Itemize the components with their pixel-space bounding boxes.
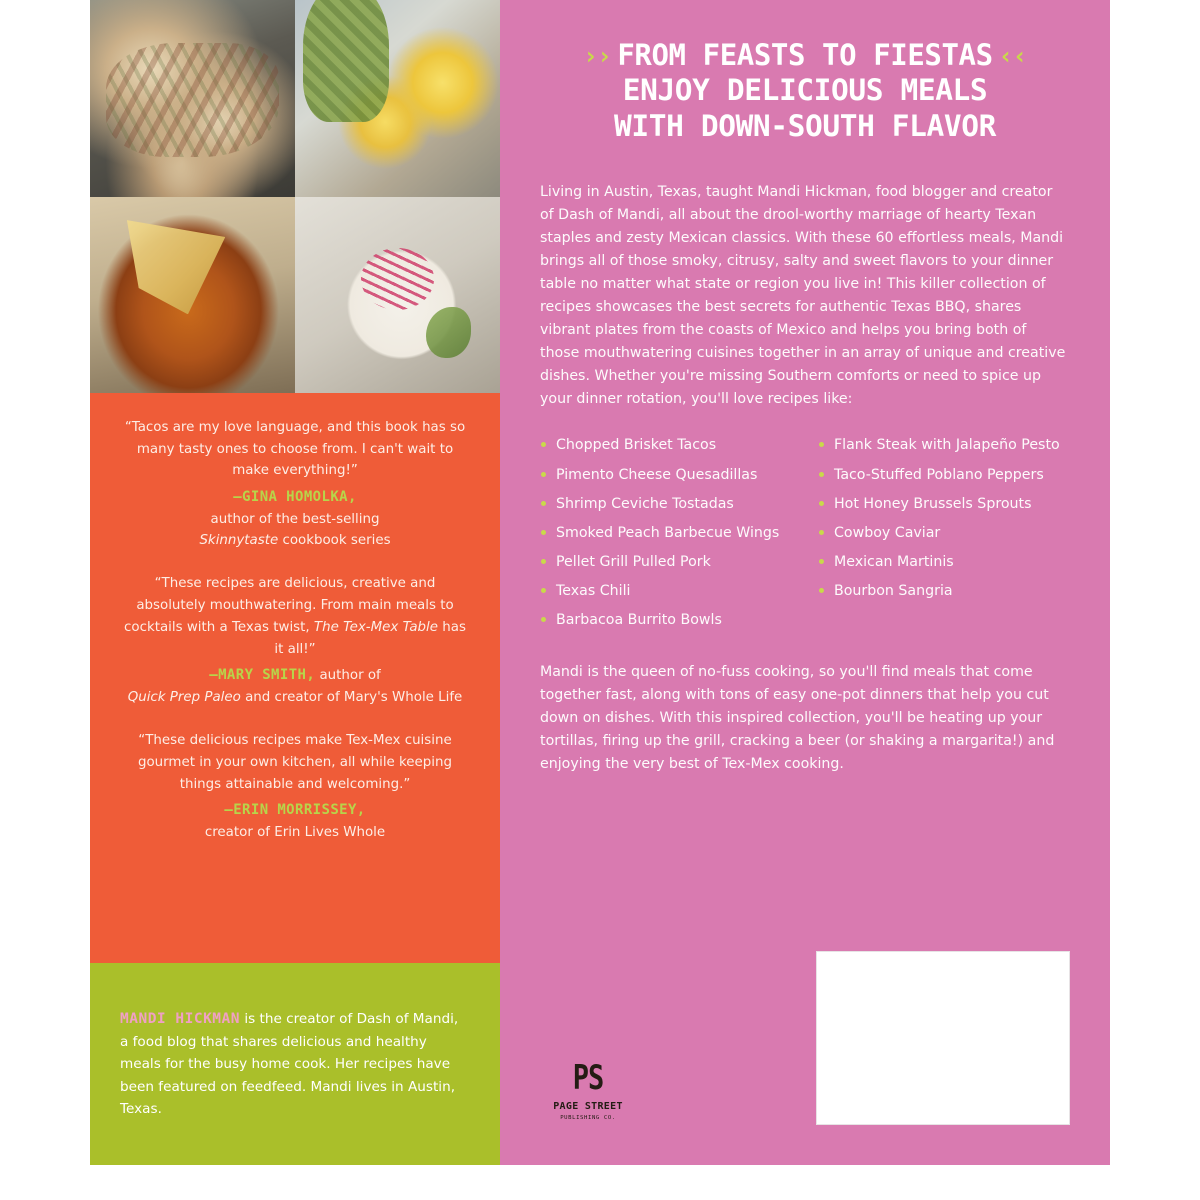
headline-line-1: ›› FROM FEASTS TO FIESTAS ‹‹ <box>540 38 1070 73</box>
right-column <box>500 0 1110 1165</box>
sparkle-left-icon: ›› <box>583 42 612 71</box>
quote-text: “These recipes are delicious, creative and absolutely mouthwatering. From main meals to cocktails with a Texas twist, The Tex-Mex Table has it all!” <box>124 576 466 657</box>
queso-dip-with-chips-photo <box>90 197 295 394</box>
quote-credit-line2: cookbook series <box>278 532 391 548</box>
food-photo-grid <box>90 0 500 393</box>
book-cover <box>90 0 1110 1165</box>
list-item: Bourbon Sangria <box>818 581 1070 601</box>
quote-credit-line: author of <box>315 668 381 684</box>
quote-credit-line: creator of Erin Lives Whole <box>204 824 386 840</box>
list-item: Barbacoa Burrito Bowls <box>540 610 792 630</box>
margaritas-pineapple-photo <box>295 0 500 197</box>
list-item: Smoked Peach Barbecue Wings <box>540 523 792 543</box>
quote-author-name: —ERIN MORRISSEY, <box>224 802 366 819</box>
sparkle-right-icon: ‹‹ <box>998 42 1027 71</box>
quote-author-name: —GINA HOMOLKA, <box>233 489 357 506</box>
quote-credit-line2: and creator of Mary's Whole Life <box>240 689 463 705</box>
quote-credit-line: author of the best-selling <box>210 511 380 527</box>
list-item: Texas Chili <box>540 581 792 601</box>
author-bio-panel <box>90 963 500 1165</box>
headline-line-2: ENJOY DELICIOUS MEALS <box>622 73 988 108</box>
quote-text: “Tacos are my love language, and this book has so many tasty ones to choose from. I can't wait to make everything!” <box>124 420 466 479</box>
footer-row <box>540 951 1070 1131</box>
quote-attribution <box>118 799 472 843</box>
list-item: Chopped Brisket Tacos <box>540 435 792 455</box>
praise-quote-2 <box>118 573 472 708</box>
cover-headline <box>540 38 1070 145</box>
list-item: Flank Steak with Jalapeño Pesto <box>818 435 1070 455</box>
quote-credit-italic: Quick Prep Paleo <box>127 689 241 705</box>
publisher-monogram-icon: PS <box>572 1059 604 1098</box>
list-item: Mexican Martinis <box>818 552 1070 572</box>
cover-description: Living in Austin, Texas, taught Mandi Hickman, food blogger and creator of Dash of Mandi, all about the drool-worthy marriage of hearty Texan staples and zesty Mexican classics. With these 60 effortless meals, Mandi brings all of those smoky, citrusy, salty and sweet flavors to your dinner table no matter what state or region you live in! This killer collection of recipes showcases the best secrets for authentic Texas BBQ, shares vibrant plates from the coasts of Mexico and helps you bring both of those mouthwatering cuisines together in an array of unique and creative dishes. Whether you're missing Southern comforts or need to spice up your dinner rotation, you'll love recipes like: <box>540 184 1066 408</box>
author-bio-text <box>120 1007 470 1121</box>
headline-line-3: WITH DOWN-SOUTH FLAVOR <box>614 109 996 144</box>
quote-author-name: —MARY SMITH, <box>209 667 316 684</box>
left-column <box>90 0 500 1165</box>
praise-quote-1 <box>118 417 472 551</box>
quote-title-italic: The Tex-Mex Table <box>313 619 439 635</box>
cover-closing-paragraph: Mandi is the queen of no-fuss cooking, so you'll find meals that come together fast, along with tons of easy one-pot dinners that help you cut down on dishes. With this inspired collection, you'll be heating up your tortillas, firing up the grill, cracking a beer (or shaking a margarita!) and enjoying the very best of Tex-Mex cooking. <box>540 664 1055 773</box>
list-item: Hot Honey Brussels Sprouts <box>818 494 1070 514</box>
recipe-column-right <box>818 435 1070 639</box>
list-item: Pimento Cheese Quesadillas <box>540 465 792 485</box>
recipe-list <box>540 435 1070 639</box>
recipe-column-left <box>540 435 792 639</box>
barcode-placeholder <box>816 951 1070 1125</box>
quote-text: “These delicious recipes make Tex-Mex cuisine gourmet in your own kitchen, all while keeping things attainable and welcoming.” <box>137 733 452 792</box>
list-item: Cowboy Caviar <box>818 523 1070 543</box>
publisher-subtitle: PUBLISHING CO. <box>560 1115 616 1121</box>
quote-credit-italic: Skinnytaste <box>199 532 279 548</box>
list-item: Shrimp Ceviche Tostadas <box>540 494 792 514</box>
publisher-logo <box>540 1059 636 1121</box>
author-name: MANDI HICKMAN <box>120 1010 240 1027</box>
list-item: Taco-Stuffed Poblano Peppers <box>818 465 1070 485</box>
list-item: Pellet Grill Pulled Pork <box>540 552 792 572</box>
street-tacos-photo <box>90 0 295 197</box>
author-bio-body: is the creator of Dash of Mandi, a food blog that shares delicious and healthy meals for the busy home cook. Her recipes have been featured on feedfeed. Mandi lives in Austin, Texas. <box>120 1010 459 1118</box>
quote-attribution <box>118 486 472 551</box>
taco-salad-bowl-photo <box>295 197 500 394</box>
praise-panel <box>90 393 500 963</box>
quote-attribution <box>118 664 472 708</box>
praise-quote-3 <box>118 730 472 843</box>
publisher-name: PAGE STREET <box>553 1101 623 1112</box>
